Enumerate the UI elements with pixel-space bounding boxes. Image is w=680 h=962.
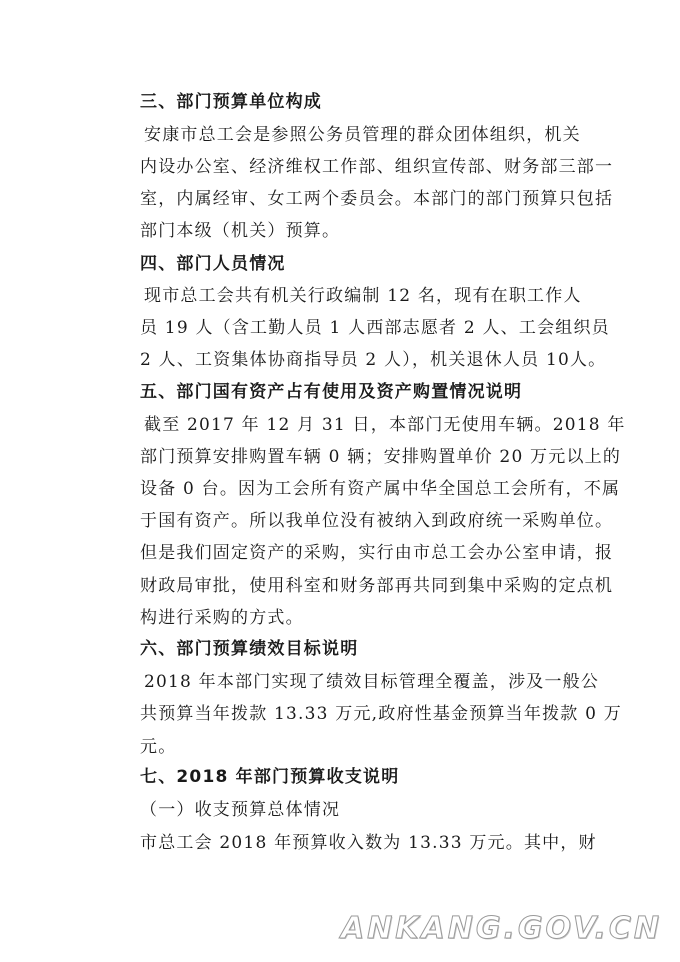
section5-line-3: 设备 0 台。因为工会所有资产属中华全国总工会所有，不属 [140, 479, 621, 499]
section3-line-4: 部门本级（机关）预算。 [140, 221, 341, 241]
section7-heading: 七、2018 年部门预算收支说明 [140, 767, 400, 787]
section6-line-2: 共预算当年拨款 13.33 万元,政府性基金预算当年拨款 0 万 [140, 704, 622, 724]
section5-heading: 五、部门国有资产占有使用及资产购置情况说明 [140, 382, 523, 402]
section3-line-3: 室，内属经审、女工两个委员会。本部门的部门预算只包括 [140, 189, 614, 209]
section6-heading: 六、部门预算绩效目标说明 [140, 639, 359, 659]
section3-line-2: 内设办公室、经济维权工作部、组织宣传部、财务部三部一 [140, 157, 614, 177]
section7-subheading: （一）收支预算总体情况 [140, 800, 341, 820]
section4-heading: 四、部门人员情况 [140, 254, 286, 274]
section4-line-2: 员 19 人（含工勤人员 1 人西部志愿者 2 人、工会组织员 [140, 318, 610, 338]
section6-line-1: 2018 年本部门实现了绩效目标管理全覆盖，涉及一般公 [144, 672, 600, 692]
section3-heading: 三、部门预算单位构成 [140, 92, 322, 112]
section7-line-1: 市总工会 2018 年预算收入数为 13.33 万元。其中，财 [140, 833, 597, 853]
section5-line-2: 部门预算安排购置车辆 0 辆；安排购置单价 20 万元以上的 [140, 447, 622, 467]
section6-line-3: 元。 [140, 737, 177, 757]
section5-line-1: 截至 2017 年 12 月 31 日，本部门无使用车辆。2018 年 [144, 415, 626, 435]
site-watermark: ANKANG.GOV.CN [340, 911, 662, 946]
section3-line-1: 安康市总工会是参照公务员管理的群众团体组织，机关 [144, 125, 581, 145]
section5-line-6: 财政局审批，使用科室和财务部再共同到集中采购的定点机 [140, 576, 614, 596]
section5-line-4: 于国有资产。所以我单位没有被纳入到政府统一采购单位。 [140, 511, 614, 531]
section4-line-3: 2 人、工资集体协商指导员 2 人），机关退休人员 10人。 [140, 350, 607, 370]
section5-line-7: 构进行采购的方式。 [140, 608, 304, 628]
section4-line-1: 现市总工会共有机关行政编制 12 名，现有在职工作人 [144, 286, 582, 306]
section5-line-5: 但是我们固定资产的采购，实行由市总工会办公室申请，报 [140, 543, 614, 563]
